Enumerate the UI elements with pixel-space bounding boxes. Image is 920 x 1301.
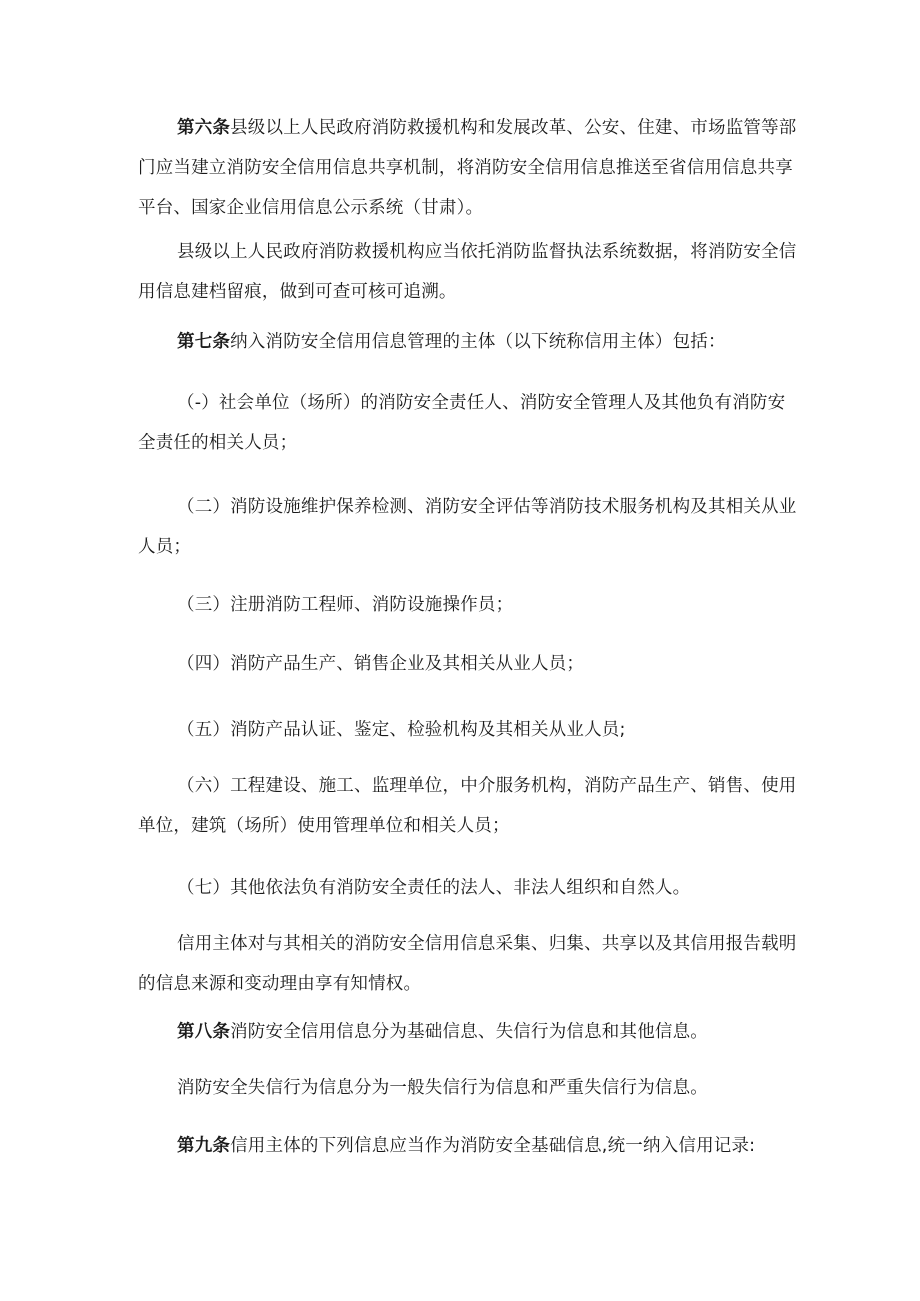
- paragraph-text: （-）社会单位（场所）的消防安全责任人、消防安全管理人及其他负有消防安全责任的相关人员；: [138, 393, 786, 453]
- paragraph-article-7: [138, 322, 798, 362]
- list-item-3: [138, 585, 798, 625]
- list-item-6: [138, 766, 798, 846]
- list-item-5: [138, 710, 798, 750]
- article-heading: 第七条: [177, 332, 231, 352]
- paragraph-text: 县级以上人民政府消防救援机构应当依托消防监督执法系统数据，将消防安全信用信息建档留痕，做到可查可核可追溯。: [138, 242, 797, 302]
- paragraph-text: 消防安全失信行为信息分为一般失信行为信息和严重失信行为信息。: [177, 1078, 708, 1098]
- article-heading: 第九条: [177, 1136, 231, 1156]
- list-item-1: [138, 383, 798, 463]
- paragraph-text: 信用主体的下列信息应当作为消防安全基础信息,统一纳入信用记录:: [230, 1136, 756, 1156]
- paragraph-text: （五）消防产品认证、鉴定、检验机构及其相关从业人员;: [177, 720, 626, 740]
- paragraph-text: 消防安全信用信息分为基础信息、失信行为信息和其他信息。: [230, 1022, 709, 1042]
- article-heading: 第六条: [177, 118, 231, 138]
- list-item-7: [138, 868, 798, 908]
- list-item-4: [138, 644, 798, 684]
- paragraph-text: （三）注册消防工程师、消防设施操作员；: [177, 595, 514, 615]
- list-item-2: [138, 487, 798, 567]
- paragraph-text: 信用主体对与其相关的消防安全信用信息采集、归集、共享以及其信用报告载明的信息来源和变动理由享有知情权。: [138, 934, 797, 994]
- paragraph-text: （六）工程建设、施工、监理单位，中介服务机构，消防产品生产、销售、使用单位，建筑（场所）使用管理单位和相关人员；: [138, 776, 797, 836]
- paragraph-article-8: [138, 1012, 798, 1052]
- paragraph-text: （四）消防产品生产、销售企业及其相关从业人员；: [177, 654, 585, 674]
- paragraph-article-6: [138, 108, 798, 228]
- paragraph-text: 纳入消防安全信用信息管理的主体（以下统称信用主体）包括：: [230, 332, 726, 352]
- paragraph-text: （七）其他依法负有消防安全责任的法人、非法人组织和自然人。: [177, 878, 691, 898]
- paragraph-text: （二）消防设施维护保养检测、消防安全评估等消防技术服务机构及其相关从业人员；: [138, 497, 797, 557]
- paragraph-article-9: [138, 1126, 798, 1166]
- paragraph-article-6-2: [138, 232, 798, 312]
- paragraph-text: 县级以上人民政府消防救援机构和发展改革、公安、住建、市场监管等部门应当建立消防安全信用信息共享机制，将消防安全信用信息推送至省信用信息共享平台、国家企业信用信息公示系统（甘肃）。: [138, 118, 797, 218]
- paragraph-article-8-2: [138, 1068, 798, 1108]
- article-heading: 第八条: [177, 1022, 231, 1042]
- paragraph-right-to-know: [138, 924, 798, 1004]
